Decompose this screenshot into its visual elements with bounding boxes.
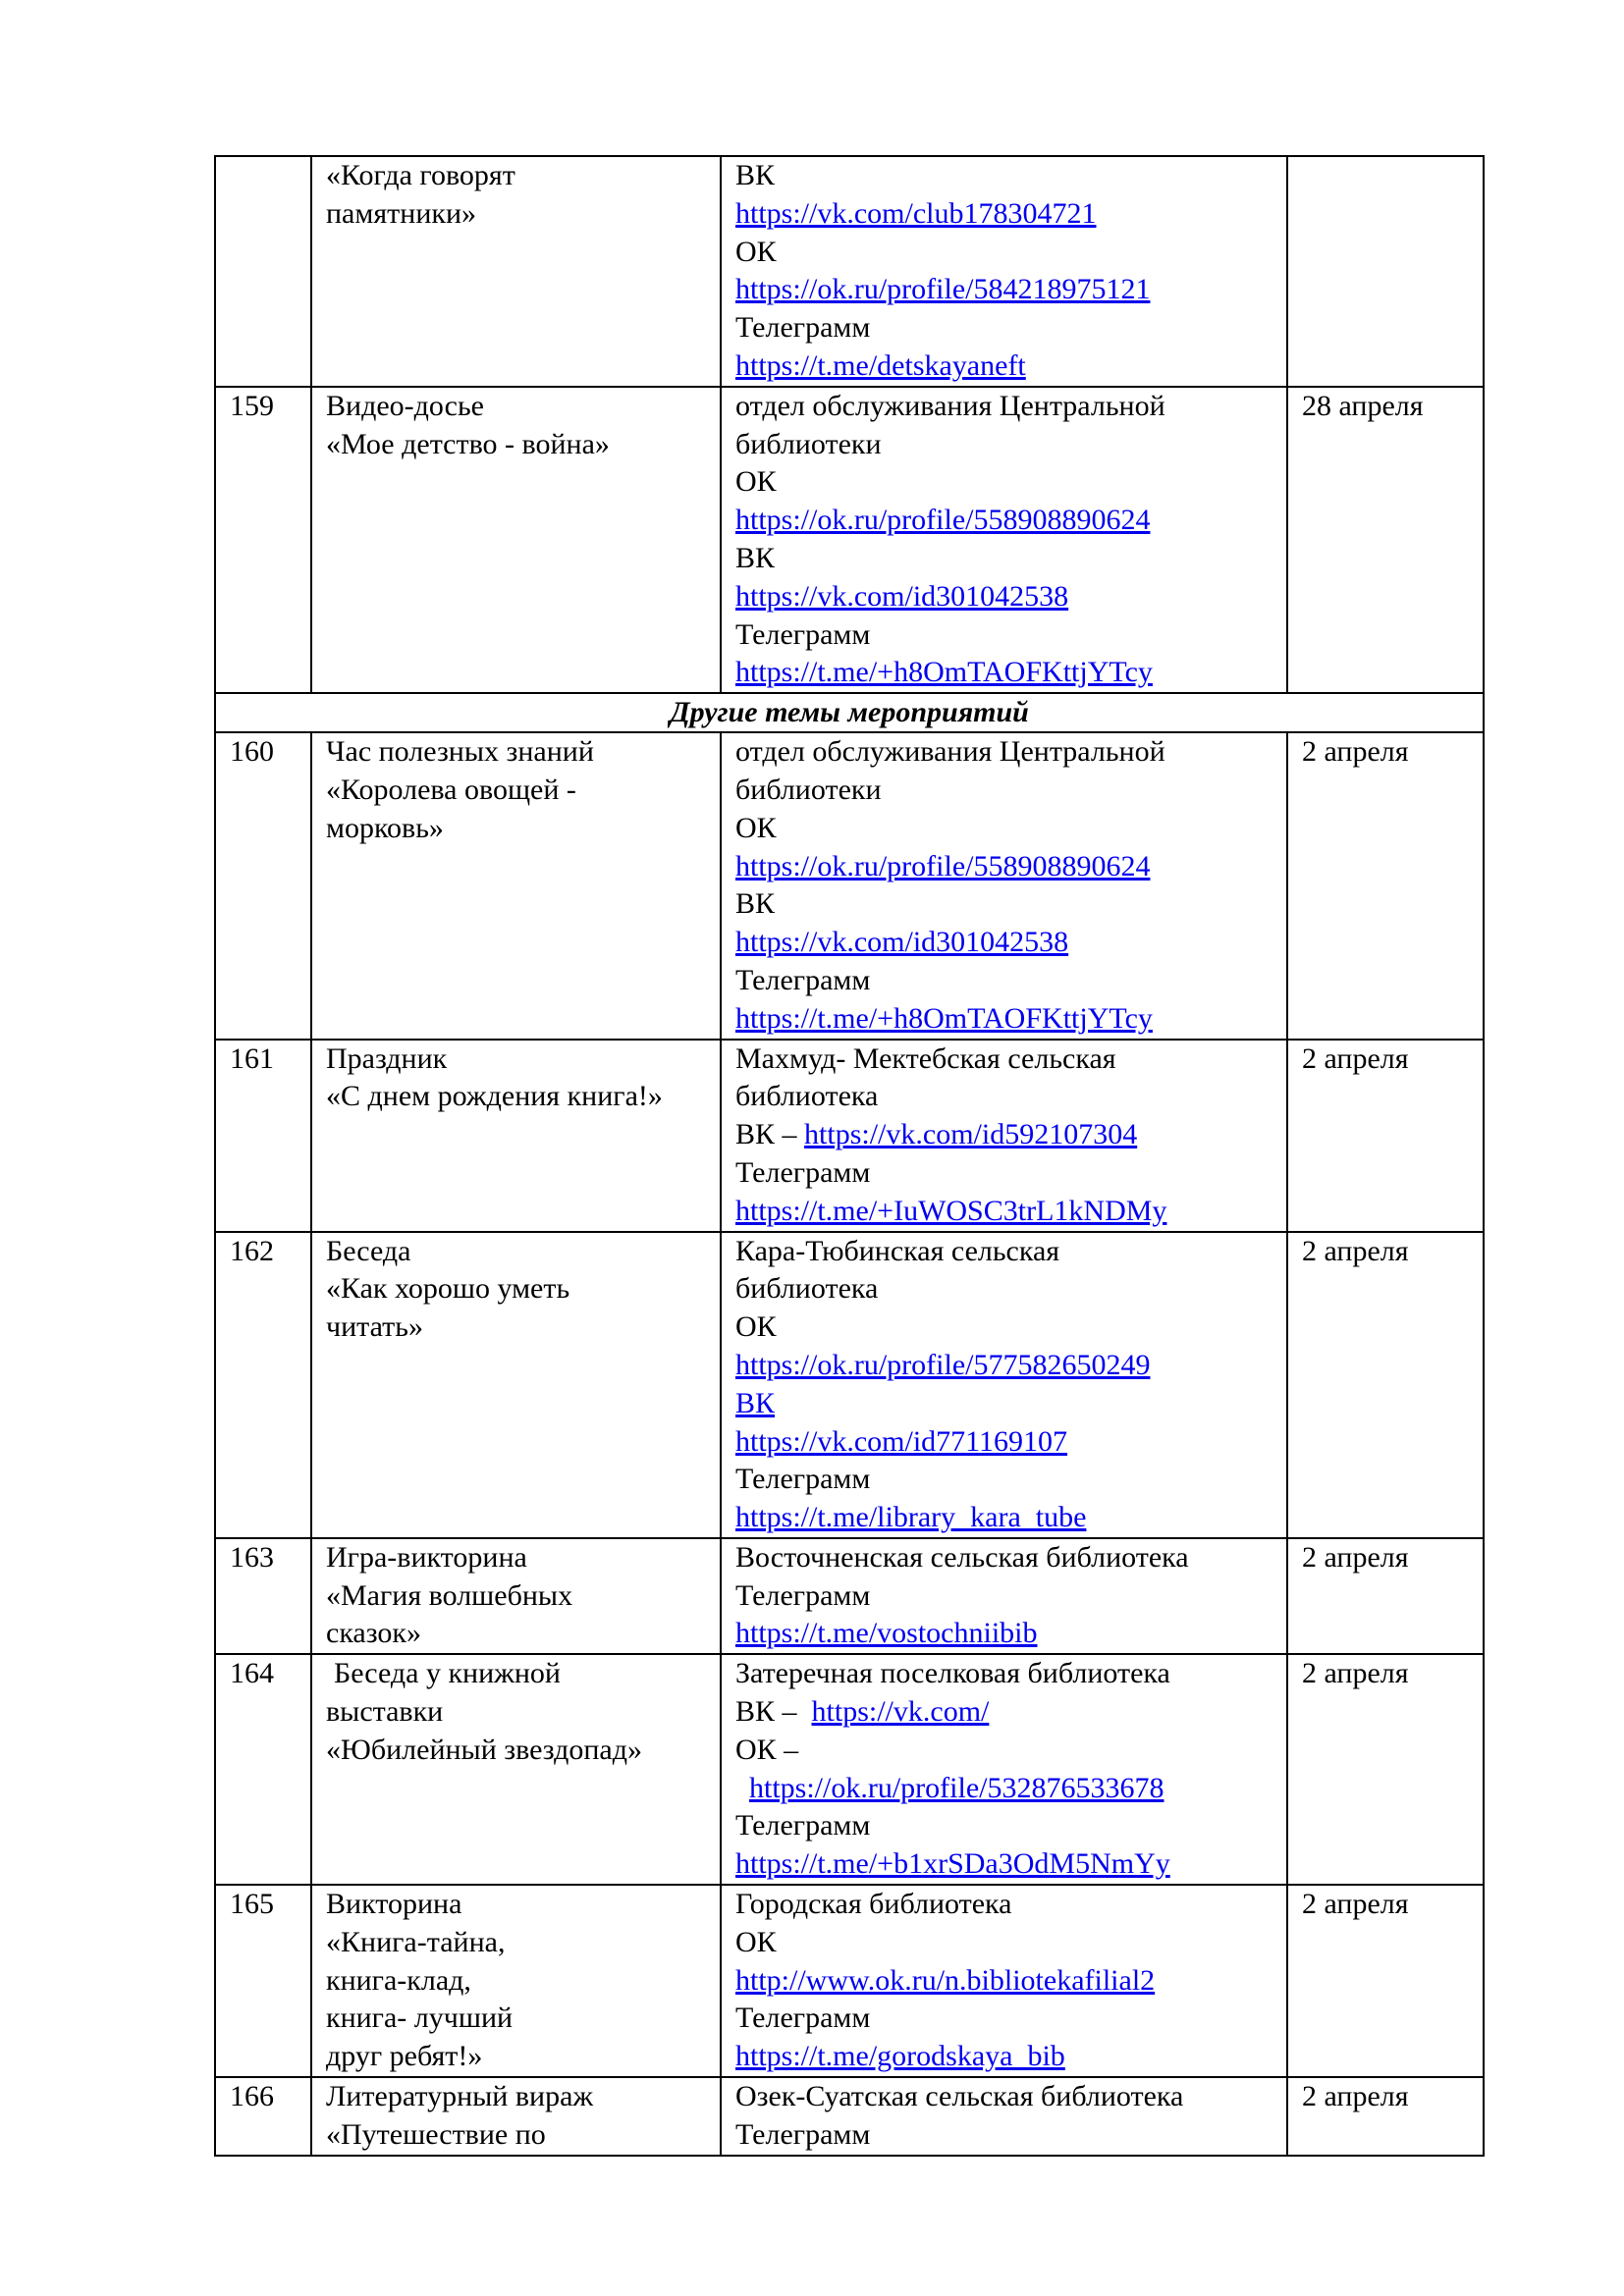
event-cell	[311, 387, 721, 693]
place-line	[735, 1962, 1272, 2001]
row-number: 159	[215, 387, 311, 693]
place-line	[735, 1886, 1272, 1924]
event-line: Праздник	[326, 1041, 448, 1075]
table-row	[215, 732, 1484, 1039]
place-line	[735, 578, 1272, 616]
social-link[interactable]: https://t.me/library_kara_tube	[735, 1501, 1087, 1534]
social-link[interactable]: https://t.me/+h8OmTAOFKttjYTcy	[735, 1001, 1153, 1035]
event-line: «Книга-тайна,	[326, 1925, 506, 1958]
place-cell	[721, 1538, 1287, 1654]
place-line	[735, 1732, 1272, 1770]
event-line: памятники»	[326, 196, 477, 230]
place-line	[735, 1423, 1272, 1462]
table-row	[215, 1885, 1484, 2077]
place-text: библиотеки	[735, 427, 882, 460]
place-line	[735, 1000, 1272, 1039]
place-text: библиотека	[735, 1272, 879, 1306]
place-line	[735, 271, 1272, 309]
event-line: Литературный вираж	[326, 2080, 594, 2113]
date-cell: 2 апреля	[1287, 1232, 1484, 1538]
place-text: ВК –	[735, 1118, 805, 1151]
social-link[interactable]: https://ok.ru/profile/558908890624	[735, 504, 1151, 537]
place-cell	[721, 1232, 1287, 1538]
place-text: библиотеки	[735, 773, 882, 806]
place-text: библиотека	[735, 1080, 879, 1113]
event-line: друг ребят!»	[326, 2040, 483, 2073]
event-line: Беседа	[326, 1234, 411, 1267]
event-cell	[311, 1232, 721, 1538]
place-text: ОК	[735, 1310, 777, 1344]
row-number: 163	[215, 1538, 311, 1654]
events-table	[214, 155, 1485, 2157]
place-text: ОК	[735, 235, 777, 268]
event-line: «Юбилейный звездопад»	[326, 1733, 642, 1766]
place-line	[735, 1385, 1272, 1423]
place-line	[735, 1499, 1272, 1537]
social-link[interactable]: https://vk.com/id301042538	[735, 579, 1069, 613]
place-line	[735, 885, 1272, 924]
place-line	[735, 810, 1272, 848]
place-cell	[721, 156, 1287, 387]
event-line: Час полезных знаний	[326, 735, 594, 769]
event-line: книга-клад,	[326, 1963, 471, 1997]
date-cell: 28 апреля	[1287, 387, 1484, 693]
row-number: 160	[215, 732, 311, 1039]
place-cell	[721, 1885, 1287, 2077]
place-text: Телеграмм	[735, 963, 871, 996]
place-line	[735, 1615, 1272, 1653]
table-row	[215, 1040, 1484, 1232]
document-page	[214, 155, 1483, 2157]
place-line	[735, 195, 1272, 234]
event-cell	[311, 1885, 721, 2077]
place-line	[735, 1154, 1272, 1193]
date-cell: 2 апреля	[1287, 1885, 1484, 2077]
place-line	[735, 1807, 1272, 1845]
event-cell	[311, 2077, 721, 2156]
event-line: выставки	[326, 1695, 444, 1729]
place-text: ВК –	[735, 1695, 812, 1729]
place-line	[735, 2116, 1272, 2155]
social-link[interactable]: ВК	[735, 1386, 776, 1419]
row-number: 165	[215, 1885, 311, 2077]
place-text: ВК	[735, 159, 776, 191]
event-cell	[311, 156, 721, 387]
social-link[interactable]: https://ok.ru/profile/584218975121	[735, 273, 1151, 306]
social-link[interactable]: https://ok.ru/profile/532876533678	[749, 1771, 1164, 1804]
place-line	[735, 463, 1272, 502]
place-line	[735, 616, 1272, 655]
events-table-body	[215, 156, 1484, 2156]
event-line: «Мое детство - война»	[326, 427, 610, 460]
date-cell: 2 апреля	[1287, 1040, 1484, 1232]
place-text: ОК –	[735, 1733, 799, 1766]
event-cell	[311, 1654, 721, 1885]
date-cell: 2 апреля	[1287, 2077, 1484, 2156]
event-line: Беседа у книжной	[334, 1657, 561, 1690]
place-line	[735, 2078, 1272, 2116]
place-line	[735, 1347, 1272, 1385]
place-line	[735, 234, 1272, 272]
place-cell	[721, 1040, 1287, 1232]
place-line	[735, 1924, 1272, 1962]
event-cell	[311, 732, 721, 1039]
place-line	[735, 1233, 1272, 1271]
date-cell: 2 апреля	[1287, 1654, 1484, 1885]
place-text: ОК	[735, 1925, 777, 1958]
social-link[interactable]: https://t.me/gorodskaya_bib	[735, 2040, 1065, 2073]
section-row	[215, 693, 1484, 732]
place-line	[735, 1193, 1272, 1231]
place-line	[735, 1770, 1272, 1808]
place-text: Телеграмм	[735, 1155, 871, 1189]
social-link[interactable]: https://vk.com/id771169107	[735, 1424, 1068, 1458]
event-line: «С днем рождения книга!»	[326, 1080, 663, 1113]
place-line	[735, 1078, 1272, 1116]
place-line	[735, 1577, 1272, 1616]
place-cell	[721, 732, 1287, 1039]
row-number	[215, 156, 311, 387]
place-line	[735, 347, 1272, 386]
date-cell: 2 апреля	[1287, 1538, 1484, 1654]
event-line: «Путешествие по	[326, 2117, 546, 2151]
place-text: Затеречная поселковая библиотека	[735, 1657, 1170, 1690]
social-link[interactable]: https://t.me/detskayaneft	[735, 348, 1026, 382]
place-line	[735, 1845, 1272, 1884]
place-line	[735, 388, 1272, 426]
place-line	[735, 962, 1272, 1000]
place-text: Кара-Тюбинская сельская	[735, 1234, 1060, 1267]
place-text: отдел обслуживания Центральной	[735, 389, 1165, 422]
event-line: «Магия волшебных	[326, 1578, 573, 1612]
place-text: Телеграмм	[735, 1578, 871, 1612]
place-text: Махмуд- Мектебская сельская	[735, 1041, 1116, 1075]
table-row	[215, 387, 1484, 693]
row-number: 161	[215, 1040, 311, 1232]
place-line	[735, 1308, 1272, 1347]
social-link[interactable]: https://vk.com/id301042538	[735, 926, 1069, 959]
event-line: «Когда говорят	[326, 159, 515, 191]
place-line	[735, 1270, 1272, 1308]
place-text: Восточненская сельская библиотека	[735, 1540, 1189, 1574]
place-line	[735, 2038, 1272, 2076]
place-text: Городская библиотека	[735, 1888, 1012, 1921]
row-number: 164	[215, 1654, 311, 1885]
place-line	[735, 2000, 1272, 2038]
event-line: читать»	[326, 1310, 423, 1344]
place-cell	[721, 2077, 1287, 2156]
place-line	[735, 772, 1272, 810]
place-line	[735, 924, 1272, 962]
social-link[interactable]: https://t.me/vostochniibib	[735, 1617, 1038, 1650]
event-line: Игра-викторина	[326, 1540, 527, 1574]
place-text: Телеграмм	[735, 311, 871, 345]
table-row	[215, 1232, 1484, 1538]
place-line	[735, 1461, 1272, 1499]
place-text: Телеграмм	[735, 617, 871, 651]
place-line	[735, 1655, 1272, 1693]
social-link[interactable]: https://t.me/+b1xrSDa3OdM5NmYy	[735, 1847, 1170, 1881]
place-line	[735, 1693, 1272, 1732]
place-text: Телеграмм	[735, 1463, 871, 1496]
date-cell: 2 апреля	[1287, 732, 1484, 1039]
event-line: «Как хорошо уметь	[326, 1272, 570, 1306]
table-row	[215, 1538, 1484, 1654]
place-line	[735, 309, 1272, 347]
table-row	[215, 156, 1484, 387]
social-link[interactable]: https://vk.com/id592107304	[804, 1118, 1138, 1151]
place-line	[735, 426, 1272, 464]
place-line	[735, 733, 1272, 772]
social-link[interactable]: https://vk.com/club178304721	[735, 196, 1097, 230]
place-cell	[721, 387, 1287, 693]
place-text: Телеграмм	[735, 1809, 871, 1842]
place-line	[735, 1041, 1272, 1079]
event-line: Викторина	[326, 1888, 462, 1921]
social-link[interactable]: https://t.me/+IuWOSC3trL1kNDMy	[735, 1194, 1167, 1227]
place-text: ОК	[735, 465, 777, 499]
social-link[interactable]: https://ok.ru/profile/577582650249	[735, 1348, 1151, 1381]
event-line: книга- лучший	[326, 2002, 514, 2035]
place-text: Озек-Суатская сельская библиотека	[735, 2080, 1184, 2113]
row-number: 162	[215, 1232, 311, 1538]
date-cell	[1287, 156, 1484, 387]
place-cell	[721, 1654, 1287, 1885]
place-line	[735, 1116, 1272, 1154]
place-text: ОК	[735, 811, 777, 844]
place-line	[735, 848, 1272, 886]
place-line	[735, 540, 1272, 578]
event-line: Видео-досье	[326, 389, 484, 422]
event-cell	[311, 1538, 721, 1654]
place-line	[735, 502, 1272, 540]
event-line: «Королева овощей -	[326, 773, 576, 806]
social-link[interactable]: https://t.me/+h8OmTAOFKttjYTcy	[735, 656, 1153, 689]
event-line: сказок»	[326, 1617, 422, 1650]
place-line	[735, 157, 1272, 195]
social-link[interactable]: https://vk.com/	[811, 1695, 990, 1729]
social-link[interactable]: https://ok.ru/profile/558908890624	[735, 849, 1151, 882]
place-text: ВК	[735, 541, 776, 574]
table-row	[215, 1654, 1484, 1885]
place-text: Телеграмм	[735, 2117, 871, 2151]
place-text: Телеграмм	[735, 2002, 871, 2035]
place-text: отдел обслуживания Центральной	[735, 735, 1165, 769]
table-row	[215, 2077, 1484, 2156]
event-line: морковь»	[326, 811, 444, 844]
place-text: ВК	[735, 887, 776, 921]
event-cell	[311, 1040, 721, 1232]
row-number: 166	[215, 2077, 311, 2156]
section-heading: Другие темы мероприятий	[215, 693, 1484, 732]
social-link[interactable]: http://www.ok.ru/n.bibliotekafilial2	[735, 1963, 1156, 1997]
place-line	[735, 1539, 1272, 1577]
place-line	[735, 654, 1272, 692]
